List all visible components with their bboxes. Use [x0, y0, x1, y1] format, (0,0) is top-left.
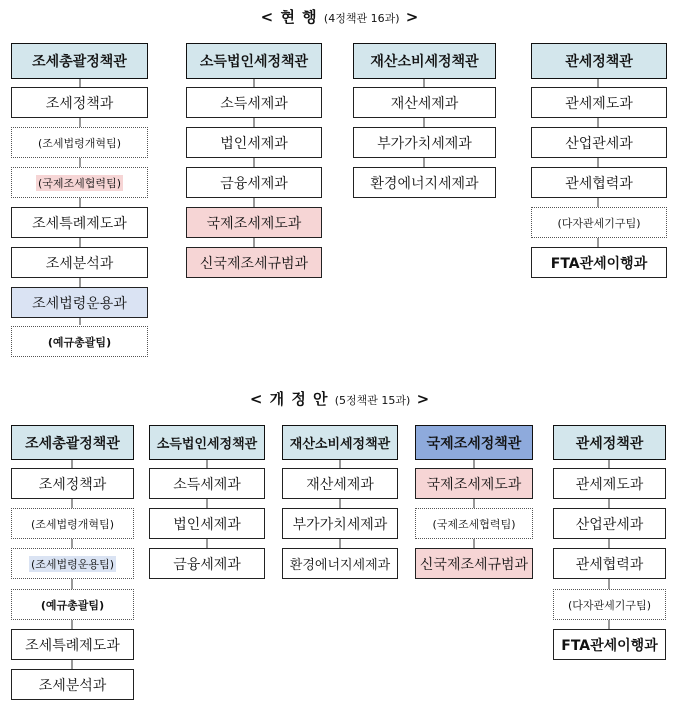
proposed-head-tax-general: 조세총괄정책관 [11, 425, 134, 460]
current-title: < 현 행 (4정책관 16과) > [260, 8, 420, 26]
current-item: 환경에너지세제과 [353, 167, 496, 198]
proposed-item: 법인세제과 [149, 508, 265, 539]
proposed-title: < 개 정 안 (5정책관 15과) > [249, 390, 431, 408]
proposed-item: 관세제도과 [553, 468, 666, 499]
current-item: 금융세제과 [186, 167, 322, 198]
current-item: 법인세제과 [186, 127, 322, 158]
current-item: 조세분석과 [11, 247, 148, 278]
current-head-property-consumption: 재산소비세정책관 [353, 43, 496, 79]
proposed-item: 관세협력과 [553, 548, 666, 579]
current-head-customs: 관세정책관 [531, 43, 667, 79]
proposed-head-international-tax: 국제조세정책관 [415, 425, 533, 460]
current-item: 부가가치세제과 [353, 127, 496, 158]
proposed-item: 환경에너지세제과 [282, 548, 398, 579]
proposed-item: 산업관세과 [553, 508, 666, 539]
current-item: 재산세제과 [353, 87, 496, 118]
proposed-item: 조세분석과 [11, 669, 134, 700]
current-team: (다자관세기구팀) [531, 207, 667, 238]
proposed-team: (다자관세기구팀) [553, 589, 666, 620]
current-team: (예규총괄팀) [11, 326, 148, 357]
proposed-item: 부가가치세제과 [282, 508, 398, 539]
proposed-item: 조세특례제도과 [11, 629, 134, 660]
proposed-head-property-consumption: 재산소비세정책관 [282, 425, 398, 460]
proposed-head-income-corp: 소득법인세정책관 [149, 425, 265, 460]
current-head-income-corp: 소득법인세정책관 [186, 43, 322, 79]
current-item: FTA관세이행과 [531, 247, 667, 278]
proposed-head-customs: 관세정책관 [553, 425, 666, 460]
proposed-team: (조세법령개혁팀) [11, 508, 134, 539]
current-item: 관세협력과 [531, 167, 667, 198]
current-item: 조세법령운용과 [11, 287, 148, 318]
current-item: 국제조세제도과 [186, 207, 322, 238]
current-team: (국제조세협력팀) [11, 167, 148, 198]
proposed-item: 조세정책과 [11, 468, 134, 499]
proposed-team: (예규총괄팀) [11, 589, 134, 620]
current-item: 관세제도과 [531, 87, 667, 118]
proposed-team: (조세법령운용팀) [11, 548, 134, 579]
proposed-item: 재산세제과 [282, 468, 398, 499]
current-item: 산업관세과 [531, 127, 667, 158]
proposed-item: 국제조세제도과 [415, 468, 533, 499]
current-head-tax-general: 조세총괄정책관 [11, 43, 148, 79]
proposed-item: 금융세제과 [149, 548, 265, 579]
current-item: 신국제조세규범과 [186, 247, 322, 278]
proposed-team: (국제조세협력팀) [415, 508, 533, 539]
current-item: 조세특례제도과 [11, 207, 148, 238]
current-item: 소득세제과 [186, 87, 322, 118]
proposed-item: 소득세제과 [149, 468, 265, 499]
proposed-item: FTA관세이행과 [553, 629, 666, 660]
current-item: 조세정책과 [11, 87, 148, 118]
proposed-item: 신국제조세규범과 [415, 548, 533, 579]
current-team: (조세법령개혁팀) [11, 127, 148, 158]
